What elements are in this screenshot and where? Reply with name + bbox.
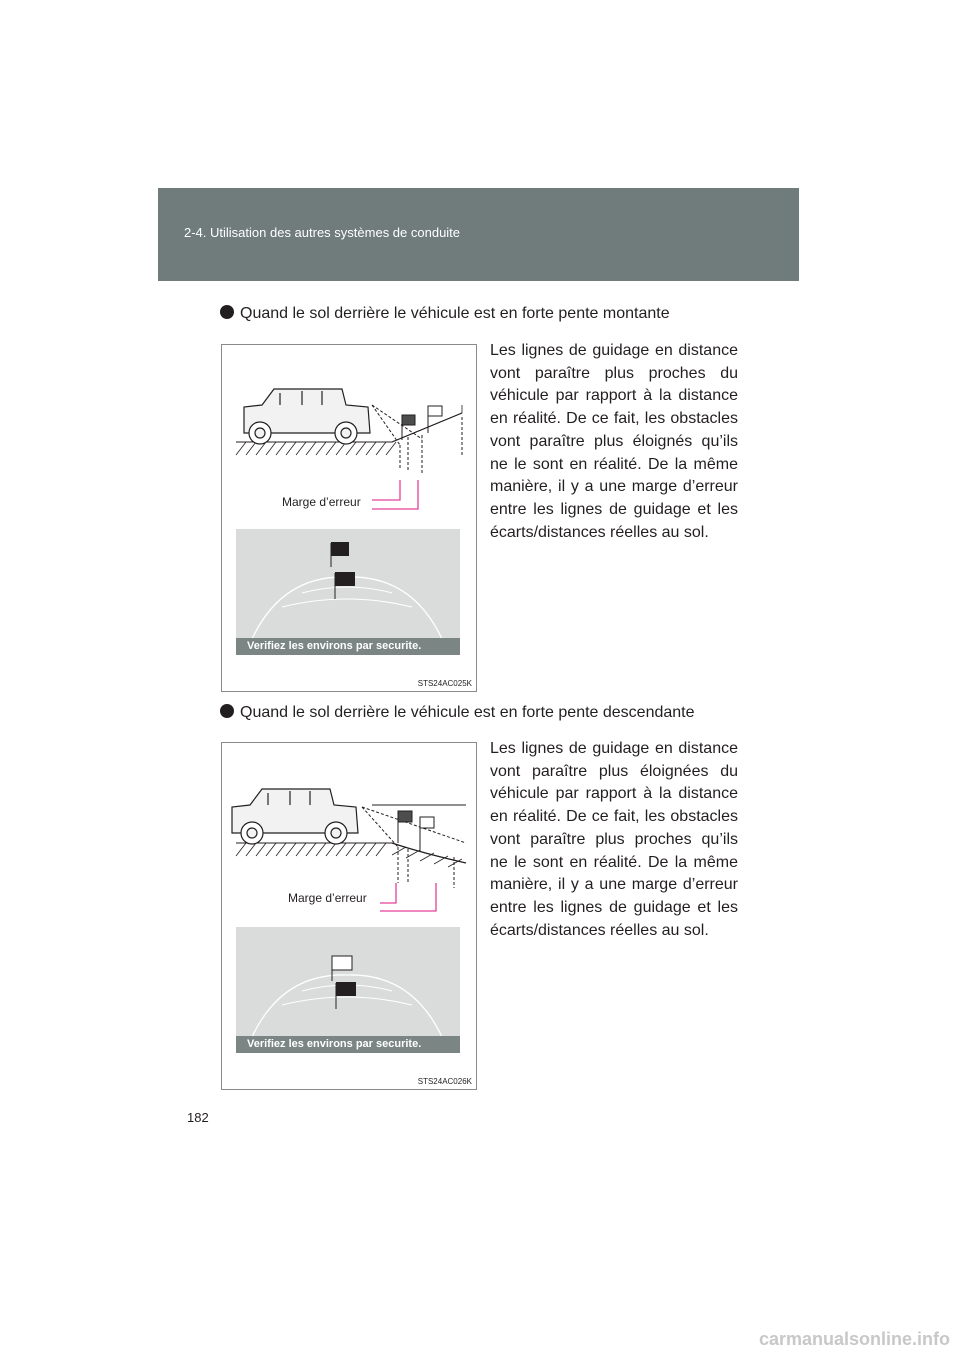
body-text-uphill: Les lignes de guidage en distance vont paraître plus proches du véhicule par rapport à la distance en réalité. De ce fait, les obstacles vont paraître plus éloignés qu’ils ne le sont en réalité. De la même manière, il y a une marge d’erreur entre les lignes de guidage et les écarts/distances réelles au sol.: [490, 342, 738, 541]
bullet-text: Quand le sol derrière le véhicule est en forte pente descendante: [240, 704, 695, 721]
watermark: carmanualsonline.info: [758, 1329, 950, 1349]
vehicle-icon: [244, 389, 370, 444]
vehicle-icon: [232, 789, 358, 844]
body-text-downhill: Les lignes de guidage en distance vont paraître plus éloignées du véhicule par rapport à la distance en réalité. De ce fait, les obstacles vont paraître plus proches qu’ils ne le sont en réalité. De la même manière, il y a une marge d’erreur entre les lignes de guidage et les écarts/distances réelles au sol.: [490, 740, 738, 939]
bullet-dot-icon: [220, 305, 234, 319]
flag-icon: [398, 811, 434, 851]
error-margin-label: Marge d’erreur: [282, 495, 361, 509]
bullet-dot-icon: [220, 704, 234, 718]
bullet-item-uphill: [220, 305, 670, 323]
figure-code: STS24AC026K: [417, 1077, 472, 1086]
figure-downhill: [221, 742, 477, 1090]
section-title: 2-4. Utilisation des autres systèmes de conduite: [184, 225, 461, 240]
error-margin-label: Marge d’erreur: [288, 891, 367, 905]
page-number: 182: [187, 1110, 209, 1125]
figure-code: STS24AC025K: [417, 679, 472, 688]
bullet-text: Quand le sol derrière le véhicule est en forte pente montante: [240, 305, 670, 322]
screen-message: Verifiez les environs par securite.: [247, 1038, 422, 1050]
figure-uphill: [221, 344, 477, 692]
screen-message: Verifiez les environs par securite.: [247, 640, 422, 652]
section-header-band: [158, 188, 799, 281]
bullet-item-downhill: [220, 704, 695, 722]
